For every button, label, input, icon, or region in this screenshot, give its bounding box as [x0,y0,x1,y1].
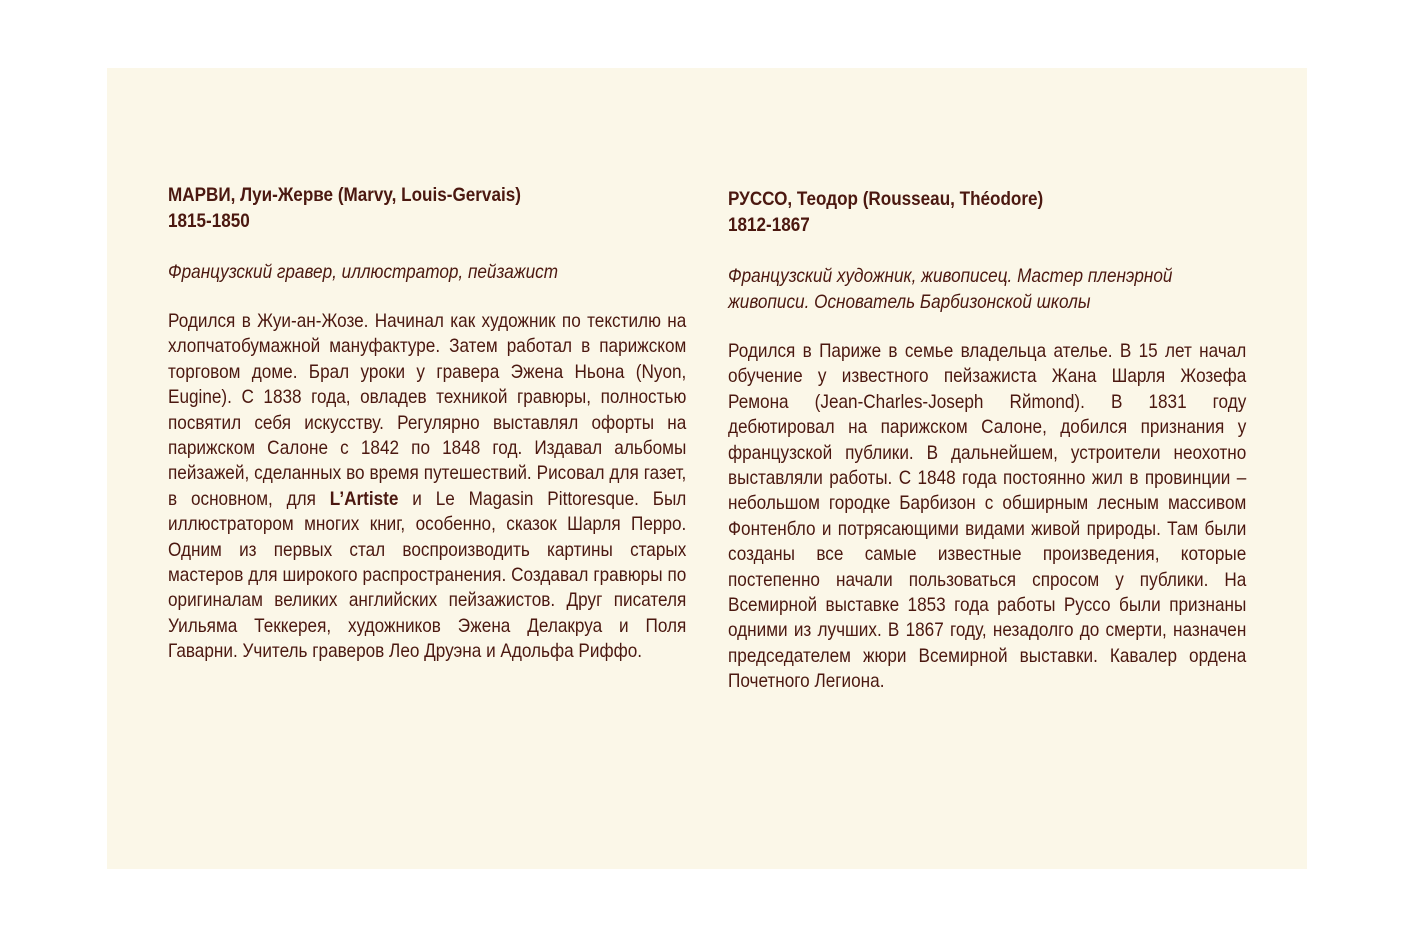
artist-dates: 1812-1867 [728,215,810,236]
biography-bold-title: L’Artiste [329,487,399,510]
biography-text-part1: Родился в Жуи-ан-Жозе. Начинал как художник по текстилю на хлопчатобумажной мануфактуре. Затем работал в парижском торговом доме. Брал уроки у гравера Эжена Ньона (Nyon, Eugine). С 1838 года, овладев техникой гравюры, полностью посвятил себя искусству. Регулярно выставлял офорты на парижском Салоне с 1842 по 1848 год. Издавал альбомы пейзажей, сделанных во время путешествий. Рисовал для газет, в основном, для [168,310,687,510]
artist-role: Французский художник, живописец. Мастер пленэрной живописи. Основатель Барбизонской школы [728,265,1173,313]
artist-name: РУССО, Теодор (Rousseau, Théodore) [728,189,1044,210]
biography-text-part2: и Le Magasin Pittoresque. Был иллюстратором многих книг, особенно, сказок Шарля Перро. Одним из первых стал воспроизводить картины старых мастеров для широкого распространения. Создавал гравюры по оригиналам великих английских пейзажистов. Друг писателя Уильяма Теккерея, художников Эжена Делакруа и Поля Гаварни. Учитель граверов Лео Друэна и Адольфа Риффо. [168,487,687,663]
artist-dates: 1815-1850 [168,211,250,232]
artist-name: МАРВИ, Луи-Жерве (Marvy, Louis-Gervais) [168,185,521,206]
artist-biography [168,309,686,665]
artist-role: Французский гравер, иллюстратор, пейзажист [168,261,559,283]
artist-entry-marvy [168,183,686,665]
artist-biography: Родился в Париже в семье владельца ателье. В 15 лет начал обучение у известного пейзажиста Жана Шарля Жозефа Ремона (Jean-Charles-Joseph Rйmond). В 1831 году дебютировал на парижском Салоне, добился признания у французской публики. В дальнейшем, устроители неохотно выставляли работы. С 1848 года постоянно жил в провинции – небольшом городке Барбизон с обширным лесным массивом Фонтенбло и потрясающими видами живой природы. Там были созданы все самые известные произведения, которые постепенно начали пользоваться спросом у публики. На Всемирной выставке 1853 года работы Руссо были признаны одними из лучших. В 1867 году, незадолго до смерти, назначен председателем жюри Всемирной выставки. Кавалер ордена Почетного Легиона. [728,340,1247,693]
artist-entry-rousseau [728,187,1246,695]
